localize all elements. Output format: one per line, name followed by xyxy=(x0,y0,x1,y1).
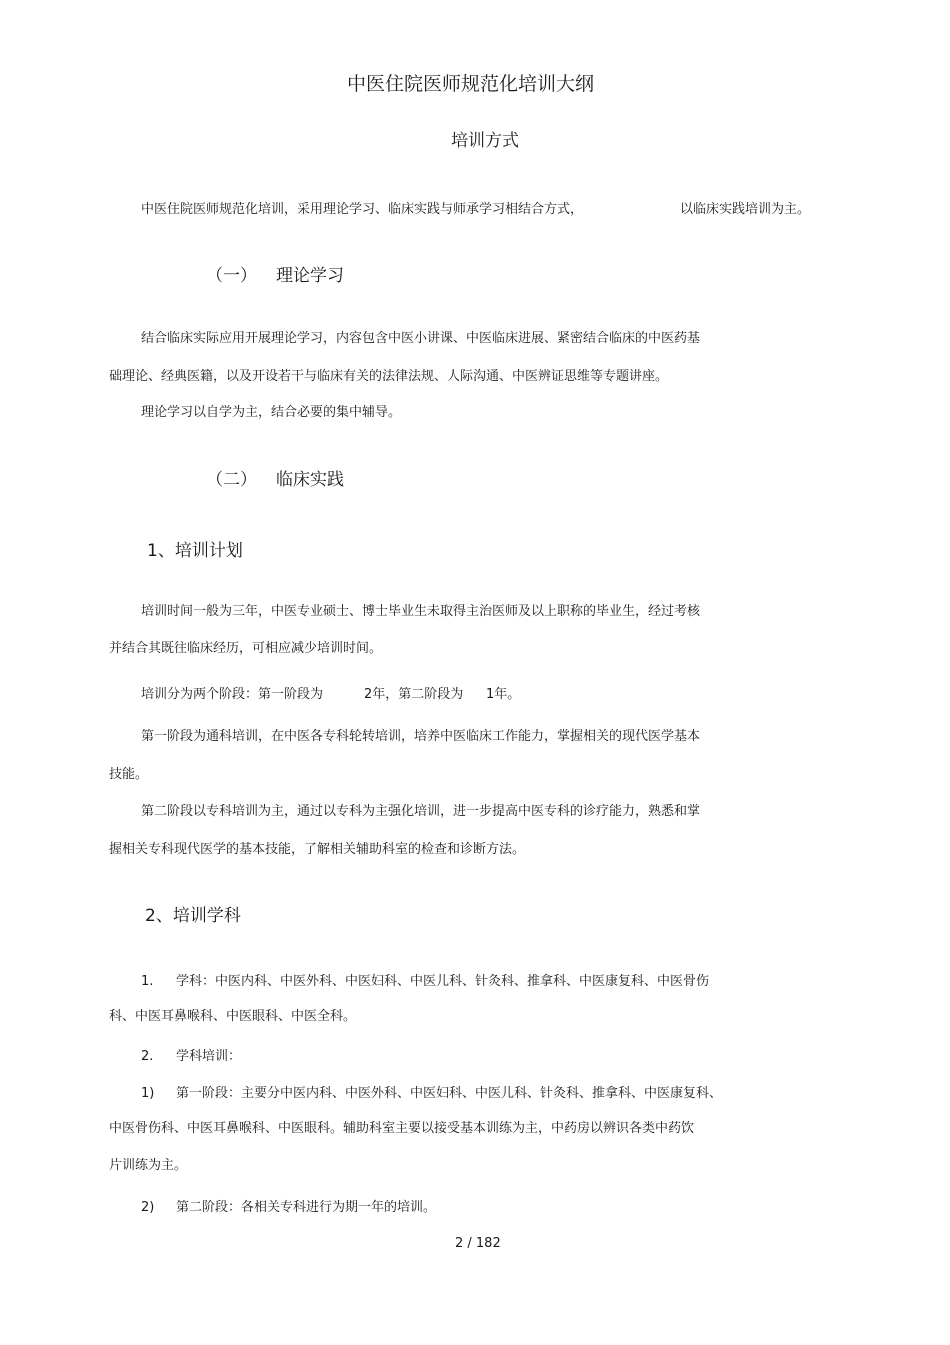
list-item-number: 1. xyxy=(141,974,154,989)
stage-text-b: 2年，第二阶段为 xyxy=(364,687,464,702)
paragraph-line: 理论学习以自学为主，结合必要的集中辅导。 xyxy=(141,405,402,420)
subsection-heading: 1、培训计划 xyxy=(147,541,243,561)
list-item-text: 片训练为主。 xyxy=(109,1158,188,1173)
page-number: 2 / 182 xyxy=(455,1236,501,1251)
list-item-text: 中医骨伤科、中医耳鼻喉科、中医眼科。辅助科室主要以接受基本训练为主，中药房以辨识各类中药饮 xyxy=(109,1121,695,1136)
list-item-text: 第二阶段：各相关专科进行为期一年的培训。 xyxy=(176,1200,437,1215)
section-2-number: （二） xyxy=(206,470,257,490)
list-item-text: 学科培训： xyxy=(176,1049,242,1064)
document-subtitle: 培训方式 xyxy=(451,131,519,151)
paragraph-line: 技能。 xyxy=(109,767,149,782)
list-item-number: 2) xyxy=(141,1200,155,1215)
document-title: 中医住院医师规范化培训大纲 xyxy=(347,73,595,95)
list-item-number: 1) xyxy=(141,1086,155,1101)
paragraph-line: 并结合其既往临床经历，可相应减少培训时间。 xyxy=(109,641,383,656)
list-item-text: 科、中医耳鼻喉科、中医眼科、中医全科。 xyxy=(109,1009,357,1024)
list-item-number: 2. xyxy=(141,1049,154,1064)
stage-text-c: 1年。 xyxy=(486,687,521,702)
list-item-text: 第一阶段：主要分中医内科、中医外科、中医妇科、中医儿科、针灸科、推拿科、中医康复科、 xyxy=(176,1086,723,1101)
section-1-number: （一） xyxy=(206,266,257,286)
paragraph-line: 第二阶段以专科培训为主，通过以专科为主强化培训，进一步提高中医专科的诊疗能力，熟悉和掌 xyxy=(141,804,701,819)
intro-text-right: 以临床实践培训为主。 xyxy=(680,202,811,217)
section-2-title: 临床实践 xyxy=(276,470,344,490)
paragraph-line: 结合临床实际应用开展理论学习，内容包含中医小讲课、中医临床进展、紧密结合临床的中医药基 xyxy=(141,331,701,346)
paragraph-line: 培训时间一般为三年，中医专业硕士、博士毕业生未取得主治医师及以上职称的毕业生，经过考核 xyxy=(141,604,701,619)
intro-text-left: 中医住院医师规范化培训，采用理论学习、临床实践与师承学习相结合方式， xyxy=(141,202,584,217)
stage-text-a: 培训分为两个阶段：第一阶段为 xyxy=(141,687,324,702)
paragraph-line: 第一阶段为通科培训，在中医各专科轮转培训，培养中医临床工作能力，掌握相关的现代医学基本 xyxy=(141,729,701,744)
subsection-heading: 2、培训学科 xyxy=(145,906,241,926)
paragraph-line: 握相关专科现代医学的基本技能，了解相关辅助科室的检查和诊断方法。 xyxy=(109,842,526,857)
section-1-title: 理论学习 xyxy=(276,266,344,286)
paragraph-line: 础理论、经典医籍，以及开设若干与临床有关的法律法规、人际沟通、中医辨证思维等专题讲座。 xyxy=(109,369,669,384)
list-item-text: 学科：中医内科、中医外科、中医妇科、中医儿科、针灸科、推拿科、中医康复科、中医骨伤 xyxy=(176,974,710,989)
